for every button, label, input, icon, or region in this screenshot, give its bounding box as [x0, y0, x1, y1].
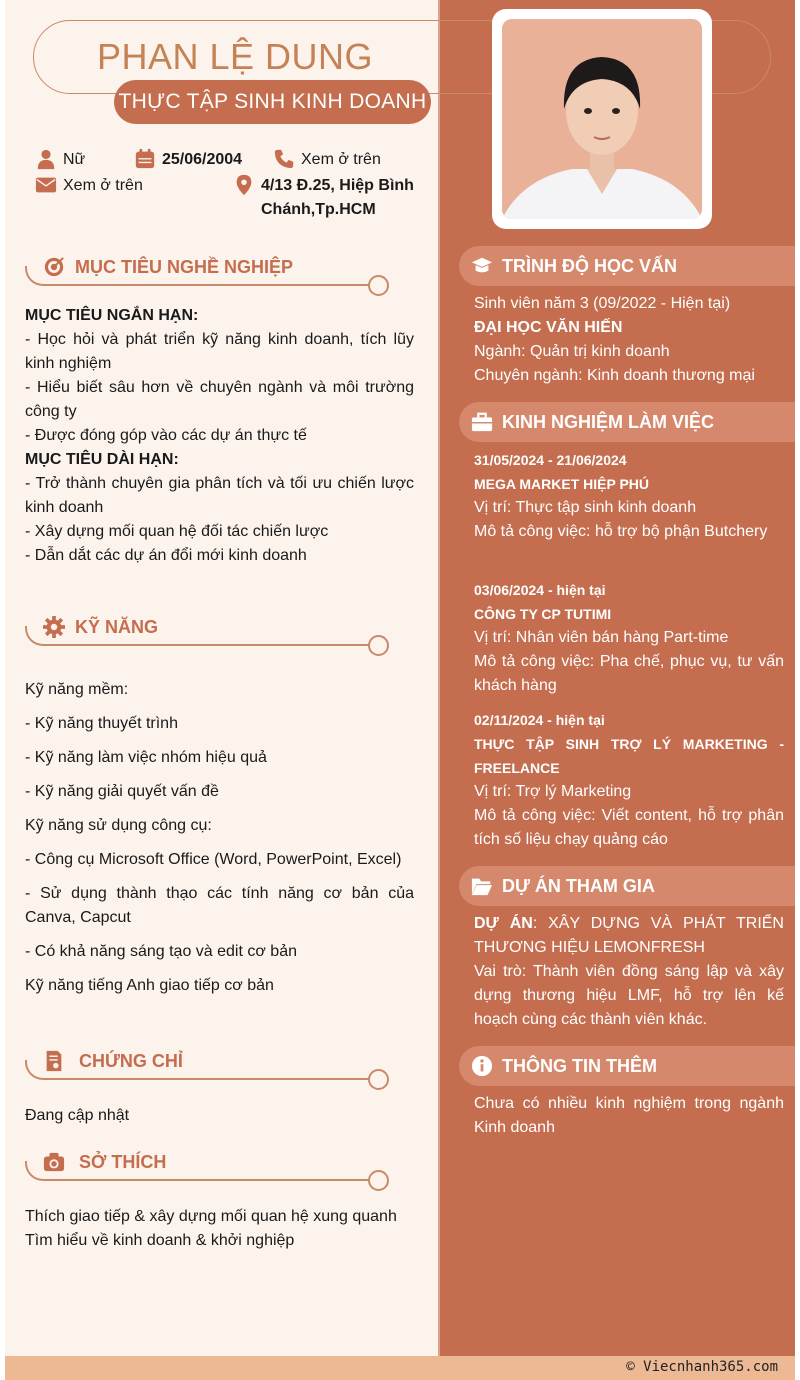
education-title: TRÌNH ĐỘ HỌC VẤN [502, 256, 677, 276]
job-position: Vị trí: Trợ lý Marketing [474, 783, 632, 800]
location-pin-icon [233, 174, 255, 196]
profile-photo [502, 19, 702, 219]
gender-value: Nữ [63, 151, 86, 168]
address-info [233, 174, 414, 222]
phone-value: Xem ở trên [301, 151, 381, 168]
skill-item: - Có khả năng sáng tạo và edit cơ bản [25, 943, 297, 960]
person-icon [35, 148, 57, 170]
calendar-icon [134, 148, 156, 170]
project-label: DỰ ÁN [474, 915, 533, 932]
camera-icon [43, 1151, 65, 1173]
project-role: Vai trò: Thành viên đồng sáng lập và xây dựng thương hiệu LMF, hỗ trợ lên kế hoạch cùng các thành viên khác. [474, 963, 784, 1028]
project-name: : XÂY DỰNG VÀ PHÁT TRIỂN THƯƠNG HIỆU LEMONFRESH [474, 915, 784, 956]
additional-section-header [459, 1046, 795, 1086]
info-icon [471, 1055, 493, 1077]
phone-info [273, 148, 381, 172]
job-description: Mô tả công việc: Viết content, hỗ trợ phân tích số liệu chạy quảng cáo [474, 807, 784, 848]
birthday-value: 25/06/2004 [162, 151, 243, 168]
hobbies-title: SỞ THÍCH [79, 1152, 167, 1172]
graduation-cap-icon [471, 255, 493, 277]
envelope-icon [35, 174, 57, 196]
skill-item: - Kỹ năng giải quyết vấn đề [25, 783, 219, 800]
briefcase-icon [471, 411, 493, 433]
job-description: Mô tả công việc: Pha chế, phục vụ, tư vấn khách hàng [474, 653, 784, 694]
address-line-1: 4/13 Đ.25, Hiệp Bình [261, 177, 414, 194]
experience-job-2 [474, 578, 784, 698]
hobbies-body [25, 1205, 414, 1253]
long-term-heading: MỤC TIÊU DÀI HẠN: [25, 451, 179, 468]
address-line-2: Chánh,Tp.HCM [261, 201, 376, 218]
email-info [35, 174, 143, 198]
skills-title: KỸ NĂNG [75, 617, 159, 637]
certificates-section-header [25, 1042, 390, 1084]
job-date: 31/05/2024 - 21/06/2024 [474, 452, 627, 468]
job-date: 02/11/2024 - hiện tại [474, 712, 605, 728]
long-term-item: - Dẫn dắt các dự án đổi mới kinh doanh [25, 547, 307, 564]
projects-section-header [459, 866, 795, 906]
objective-title: MỤC TIÊU NGHỀ NGHIỆP [75, 257, 294, 277]
objective-section-header [25, 248, 390, 290]
skill-item: Kỹ năng tiếng Anh giao tiếp cơ bản [25, 977, 274, 994]
job-description: Mô tả công việc: hỗ trợ bộ phận Butchery [474, 523, 768, 540]
gear-icon [43, 616, 65, 638]
education-status: Sinh viên năm 3 (09/2022 - Hiện tại) [474, 295, 731, 312]
objective-body [25, 304, 414, 568]
hobby-item: Thích giao tiếp & xây dựng mối quan hệ xung quanh [25, 1208, 397, 1225]
candidate-name: PHAN LỆ DUNG [96, 36, 374, 77]
skills-body [25, 678, 414, 998]
short-term-heading: MỤC TIÊU NGẮN HẠN: [25, 307, 199, 324]
certificates-text: Đang cập nhật [25, 1107, 130, 1124]
additional-text: Chưa có nhiều kinh nghiệm trong ngành Kinh doanh [474, 1095, 784, 1136]
projects-title: DỰ ÁN THAM GIA [502, 876, 655, 896]
target-icon [43, 256, 65, 278]
skill-item: - Sử dụng thành thạo các tính năng cơ bản của Canva, Capcut [25, 885, 414, 926]
experience-job-1 [474, 448, 784, 544]
additional-title: THÔNG TIN THÊM [502, 1056, 657, 1076]
column-divider [438, 0, 440, 1356]
job-company: MEGA MARKET HIỆP PHÚ [474, 476, 650, 492]
short-term-item: - Được đóng góp vào các dự án thực tế [25, 427, 307, 444]
short-term-item: - Hiểu biết sâu hơn về chuyên ngành và môi trường công ty [25, 379, 414, 420]
skill-item: - Kỹ năng làm việc nhóm hiệu quả [25, 749, 267, 766]
folder-open-icon [471, 875, 493, 897]
education-section-header [459, 246, 795, 286]
job-position: Vị trí: Nhân viên bán hàng Part-time [474, 629, 729, 646]
email-value: Xem ở trên [63, 177, 143, 194]
job-position: Vị trí: Thực tập sinh kinh doanh [474, 499, 697, 516]
experience-section-header [459, 402, 795, 442]
job-date: 03/06/2024 - hiện tại [474, 582, 606, 598]
skill-item: Kỹ năng mềm: [25, 681, 129, 698]
certificates-title: CHỨNG CHỈ [79, 1051, 183, 1071]
education-specialization: Chuyên ngành: Kinh doanh thương mại [474, 367, 755, 384]
phone-icon [273, 148, 295, 170]
certificate-icon [43, 1050, 65, 1072]
education-school: ĐẠI HỌC VĂN HIẾN [474, 319, 623, 336]
experience-title: KINH NGHIỆM LÀM VIỆC [502, 412, 715, 432]
job-company: THỰC TẬP SINH TRỢ LÝ MARKETING - FREELANCE [474, 736, 784, 776]
long-term-item: - Trở thành chuyên gia phân tích và tối ưu chiến lược kinh doanh [25, 475, 414, 516]
skills-section-header [25, 608, 390, 650]
hobbies-section-header [25, 1143, 390, 1185]
education-major: Ngành: Quản trị kinh doanh [474, 343, 670, 360]
projects-body [474, 912, 784, 1032]
skill-item: - Kỹ năng thuyết trình [25, 715, 178, 732]
hobby-item: Tìm hiểu về kinh doanh & khởi nghiệp [25, 1232, 295, 1249]
long-term-item: - Xây dựng mối quan hệ đối tác chiến lược [25, 523, 329, 540]
birthday-info [134, 148, 242, 172]
job-company: CÔNG TY CP TUTIMI [474, 606, 612, 622]
footer-watermark: © Viecnhanh365.com [626, 1359, 778, 1375]
skill-item: - Công cụ Microsoft Office (Word, PowerPoint, Excel) [25, 851, 402, 868]
education-body [474, 292, 784, 388]
skill-item: Kỹ năng sử dụng công cụ: [25, 817, 212, 834]
gender-info [35, 148, 85, 172]
short-term-item: - Học hỏi và phát triển kỹ năng kinh doanh, tích lũy kinh nghiệm [25, 331, 414, 372]
experience-job-3 [474, 708, 784, 852]
job-title-badge: THỰC TẬP SINH KINH DOANH [114, 80, 431, 124]
